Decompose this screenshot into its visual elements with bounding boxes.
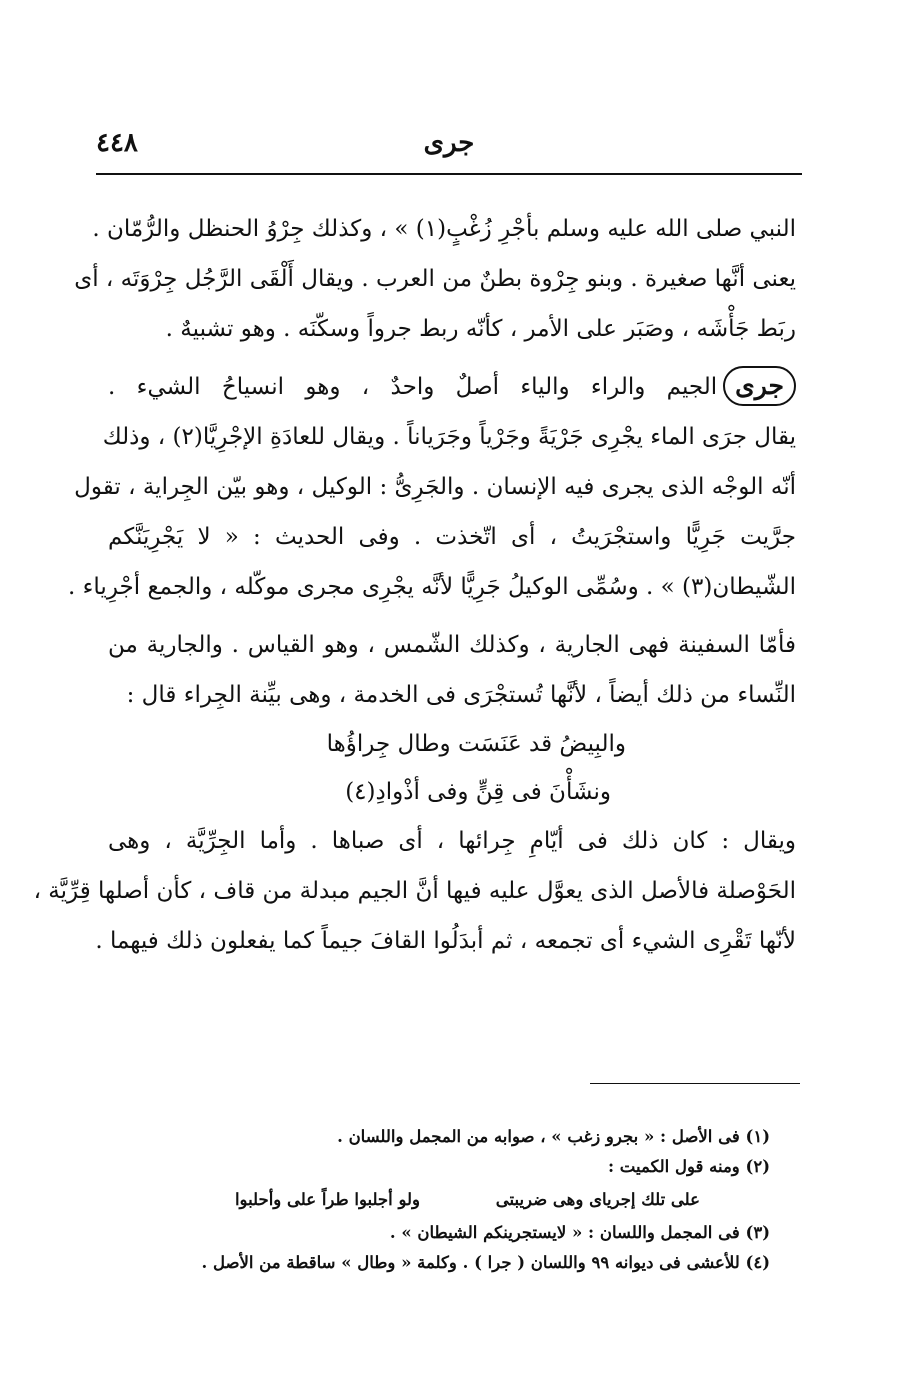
header-rule	[96, 173, 802, 175]
text-line: أنّه الوجْه الذى يجرى فيه الإنسان . والجَرِىُّ : الوكيل ، وهو بيّن الجِراية ، تقول	[74, 474, 796, 500]
entry-first-line: الجيم والراء والياء أصلٌ واحدٌ ، وهو انسياحُ الشيء .	[108, 374, 718, 400]
footnote-2-verse	[150, 1182, 770, 1218]
text-line: يقال جرَى الماء يجْرِى جَرْيَةً وجَرْياً وجَرَياناً . ويقال للعادَةِ الإجْرِيَّا(٢) ، وذلك	[102, 424, 796, 450]
footnote-rule	[590, 1083, 800, 1084]
footnote-3: (٣) فى المجمل واللسان : « لايستجرينكم الشيطان » .	[389, 1223, 770, 1242]
text-line: الحَوْصلة فالأصل الذى يعوَّل عليه فيها أنَّ الجيم مبدلة من قاف ، كأن أصلها قِرِّيَّة ،	[33, 878, 796, 904]
text-line: لأنّها تَقْرِى الشيء أى تجمعه ، ثم أبدَلُوا القافَ جيماً كما يفعلون ذلك فيهما .	[95, 928, 796, 954]
verse-block	[108, 720, 796, 816]
verse-line: والبِيضُ قد عَنَسَت وطال جِراؤُها	[326, 731, 626, 757]
verse-line: ونشَأْنَ فى قِنٍّ وفى أذْوادِ(٤)	[345, 779, 611, 805]
footnote-2: (٢) ومنه قول الكميت :	[607, 1157, 770, 1176]
text-line: ربَط جَأْشَه ، وصَبَر على الأمر ، كأنّه ربط جرواً وسكّنَه . وهو تشبيهٌ .	[165, 316, 796, 342]
text-line: يعنى أنَّها صغيرة . وبنو جِرْوة بطنٌ من العرب . ويقال أَلْقَى الرَّجُل جِرْوَتَه ، أى	[74, 266, 796, 292]
text-line: النِّساء من ذلك أيضاً ، لأنَّها تُستجْرَى فى الخدمة ، وهى بيِّنة الجِراء قال :	[126, 682, 796, 708]
footnote-verse-hemistich-2: ولو أجلبوا طراً على وأحلبوا	[234, 1190, 420, 1209]
footnote-verse-hemistich-1: على تلك إجرياى وهى ضريبتى	[495, 1190, 700, 1209]
page-number: ٤٤٨	[96, 128, 138, 158]
text-line: ويقال : كان ذلك فى أيّامِ جِرائها ، أى صباها . وأما الجِرِّيَّة ، وهى	[108, 828, 796, 854]
running-title: جرى	[423, 128, 475, 158]
paragraph-4	[33, 816, 796, 966]
text-line: النبي صلى الله عليه وسلم بأجْرِ زُغْبٍ(١) » ، وكذلك جِرْوُ الحنظل والرُّمّان .	[92, 216, 796, 242]
footnote-1: (١) فى الأصل : « بجرو زغب » ، صوابه من المجمل واللسان .	[337, 1127, 770, 1146]
entry-headword: جرى	[723, 366, 796, 406]
text-line	[108, 362, 796, 412]
main-text	[33, 204, 796, 966]
paragraph-1	[74, 204, 796, 354]
footnote-4: (٤) للأعشى فى ديوانه ٩٩ واللسان ( جرا ) . وكلمة « وطال » ساقطة من الأصل .	[201, 1253, 770, 1272]
entry-jara	[67, 362, 796, 612]
page-header	[96, 128, 802, 168]
text-line: فأمّا السفينة فهى الجارية ، وكذلك الشّمس ، وهو القياس . والجارية من	[108, 632, 796, 658]
text-line: جرَّيت جَرِيًّا واستجْرَيتُ ، أى اتّخذت . وفى الحديث : « لا يَجْرِيَنَّكم	[108, 524, 796, 550]
footnotes	[150, 1122, 770, 1278]
paragraph-3	[108, 620, 796, 720]
text-line: الشّيطان(٣) » . وسُمِّى الوكيلُ جَرِيًّا لأنَّه يجْرِى مجرى موكّله ، والجمع أجْرِياء .	[67, 574, 796, 600]
